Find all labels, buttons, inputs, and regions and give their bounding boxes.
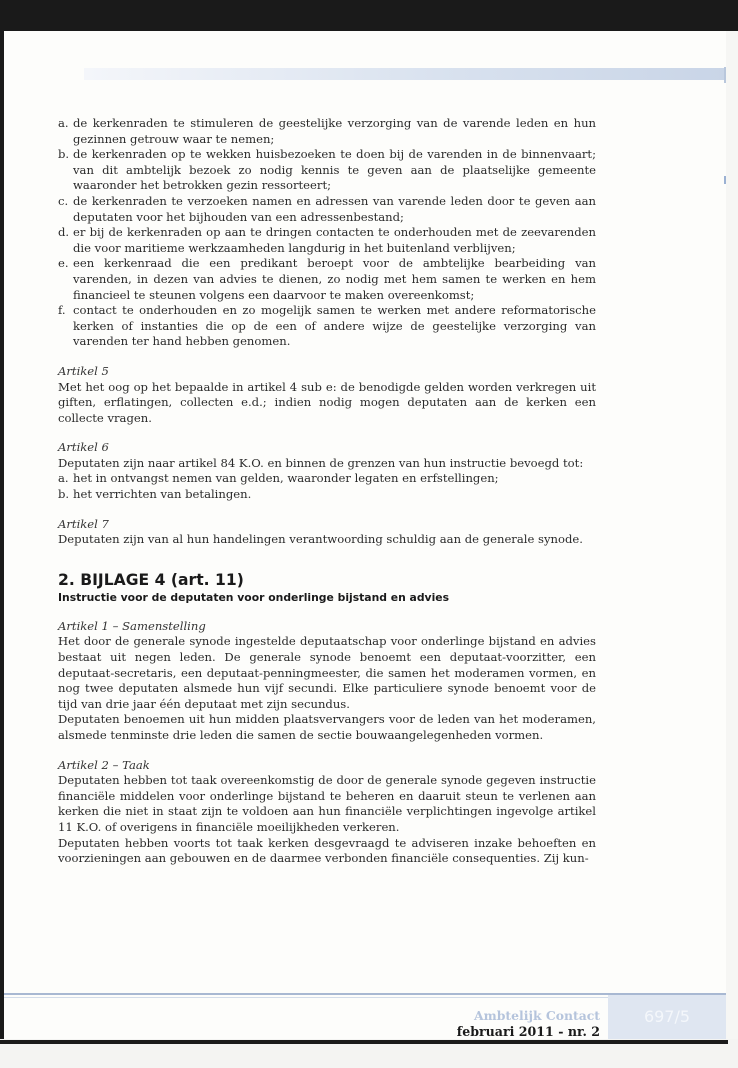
scan-shadow — [0, 1040, 728, 1044]
artikel6-list — [58, 471, 596, 502]
artikel5-text: Met het oog op het bepaalde in artikel 4 sub e: de benodigde gelden worden verkregen uit giften, erflatingen, collecten e.d.; indien nodig mogen deputaten aan de kerken een collecte vragen. — [58, 379, 596, 425]
artikel4-list — [58, 116, 596, 350]
artikel5-title: Artikel 5 — [58, 363, 109, 378]
artikel2-paragraph: Deputaten hebben tot taak overeenkomstig de door de generale synode gegeven instructie financiële middelen voor onderlinge bijstand te beheren en daaruit steun te verlenen aan kerken die niet in staat zijn te voldoen aan hun financiële verplichtingen ingevolge artikel 11 K.O. of overigens in financiële moeilijkheden verkeren. — [58, 773, 596, 834]
artikel1-paragraph: Deputaten benoemen uit hun midden plaatsvervangers voor de leden van het moderamen, alsmede tenminste drie leden die samen de sectie bouwaangelegenheden vormen. — [58, 712, 596, 742]
artikel7-title: Artikel 7 — [58, 516, 109, 531]
section-subheading: Instructie voor de deputaten voor onderlinge bijstand en advies — [58, 590, 450, 604]
artikel6-title: Artikel 6 — [58, 440, 109, 455]
artikel1-title: Artikel 1 – Samenstelling — [58, 618, 206, 633]
publication-brand: Ambtelijk Contact — [474, 1008, 600, 1023]
document-page — [4, 31, 726, 1039]
document-body — [58, 116, 596, 867]
page-number-badge: 697/5 — [608, 995, 726, 1039]
list-item: a. de kerkenraden te stimuleren de geestelijke verzorging van de varende leden en hun gezinnen getrouw waar te nemen; — [58, 116, 596, 146]
list-item: f. contact te onderhouden en zo mogelijk samen te werken met andere reformatorische kerken of instanties die op de een of andere wijze de geestelijke verzorging van varenden ter hand hebben genomen. — [58, 303, 596, 349]
list-item: e. een kerkenraad die een predikant beroept voor de ambtelijke bearbeiding van varenden, in dezen van advies te dienen, zo nodig met hem samen te werken en hem financieel te steunen volgens een daarvoor te maken overeenkomst; — [58, 256, 596, 302]
header-gradient-bar — [84, 68, 726, 80]
artikel7-text: Deputaten zijn van al hun handelingen verantwoording schuldig aan de generale synode. — [58, 532, 583, 547]
artikel2-title: Artikel 2 – Taak — [58, 757, 150, 772]
list-item: b. het verrichten van betalingen. — [58, 487, 252, 502]
artikel2-paragraph: Deputaten hebben voorts tot taak kerken desgevraagd te adviseren inzake behoeften en voorzieningen aan gebouwen en de daarmee verbonden financiële consequenties. Zij kun- — [58, 835, 596, 866]
issue-label: februari 2011 - nr. 2 — [456, 1024, 600, 1039]
artikel1-paragraph: Het door de generale synode ingestelde deputaatschap voor onderlinge bijstand en advies bestaat uit negen leden. De generale synode benoemt een deputaat-voorzitter, een deputaat-secretaris, een deputaat-penningmeester, die samen het moderamen vormen, en nog twee deputaten alsmede hun vijf secundi. Elke particuliere synode benoemt voor de tijd van drie jaar één deputaat met zijn secundus. — [58, 634, 596, 711]
page-edge-right — [726, 31, 738, 1041]
list-item: d. er bij de kerkenraden op aan te dringen contacten te onderhouden met de zeevarenden die voor maritieme werkzaamheden langdurig in het buitenland verblijven; — [58, 225, 596, 255]
list-item: c. de kerkenraden te verzoeken namen en adressen van varende leden door te geven aan deputaten voor het bijhouden van een adressenbestand; — [58, 193, 596, 224]
section-heading: 2. BIJLAGE 4 (art. 11) — [58, 570, 244, 589]
list-item: a. het in ontvangst nemen van gelden, waaronder legaten en erfstellingen; — [58, 471, 499, 486]
list-item: b. de kerkenraden op te wekken huisbezoeken te doen bij de varenden in de binnenvaart; van dit ambtelijk bezoek zo nodig kennis te geven aan de plaatselijke gemeente waaronder het betrokken gezin ressorteert; — [58, 147, 596, 193]
artikel6-intro: Deputaten zijn naar artikel 84 K.O. en binnen de grenzen van hun instructie bevoegd tot: — [58, 455, 584, 470]
